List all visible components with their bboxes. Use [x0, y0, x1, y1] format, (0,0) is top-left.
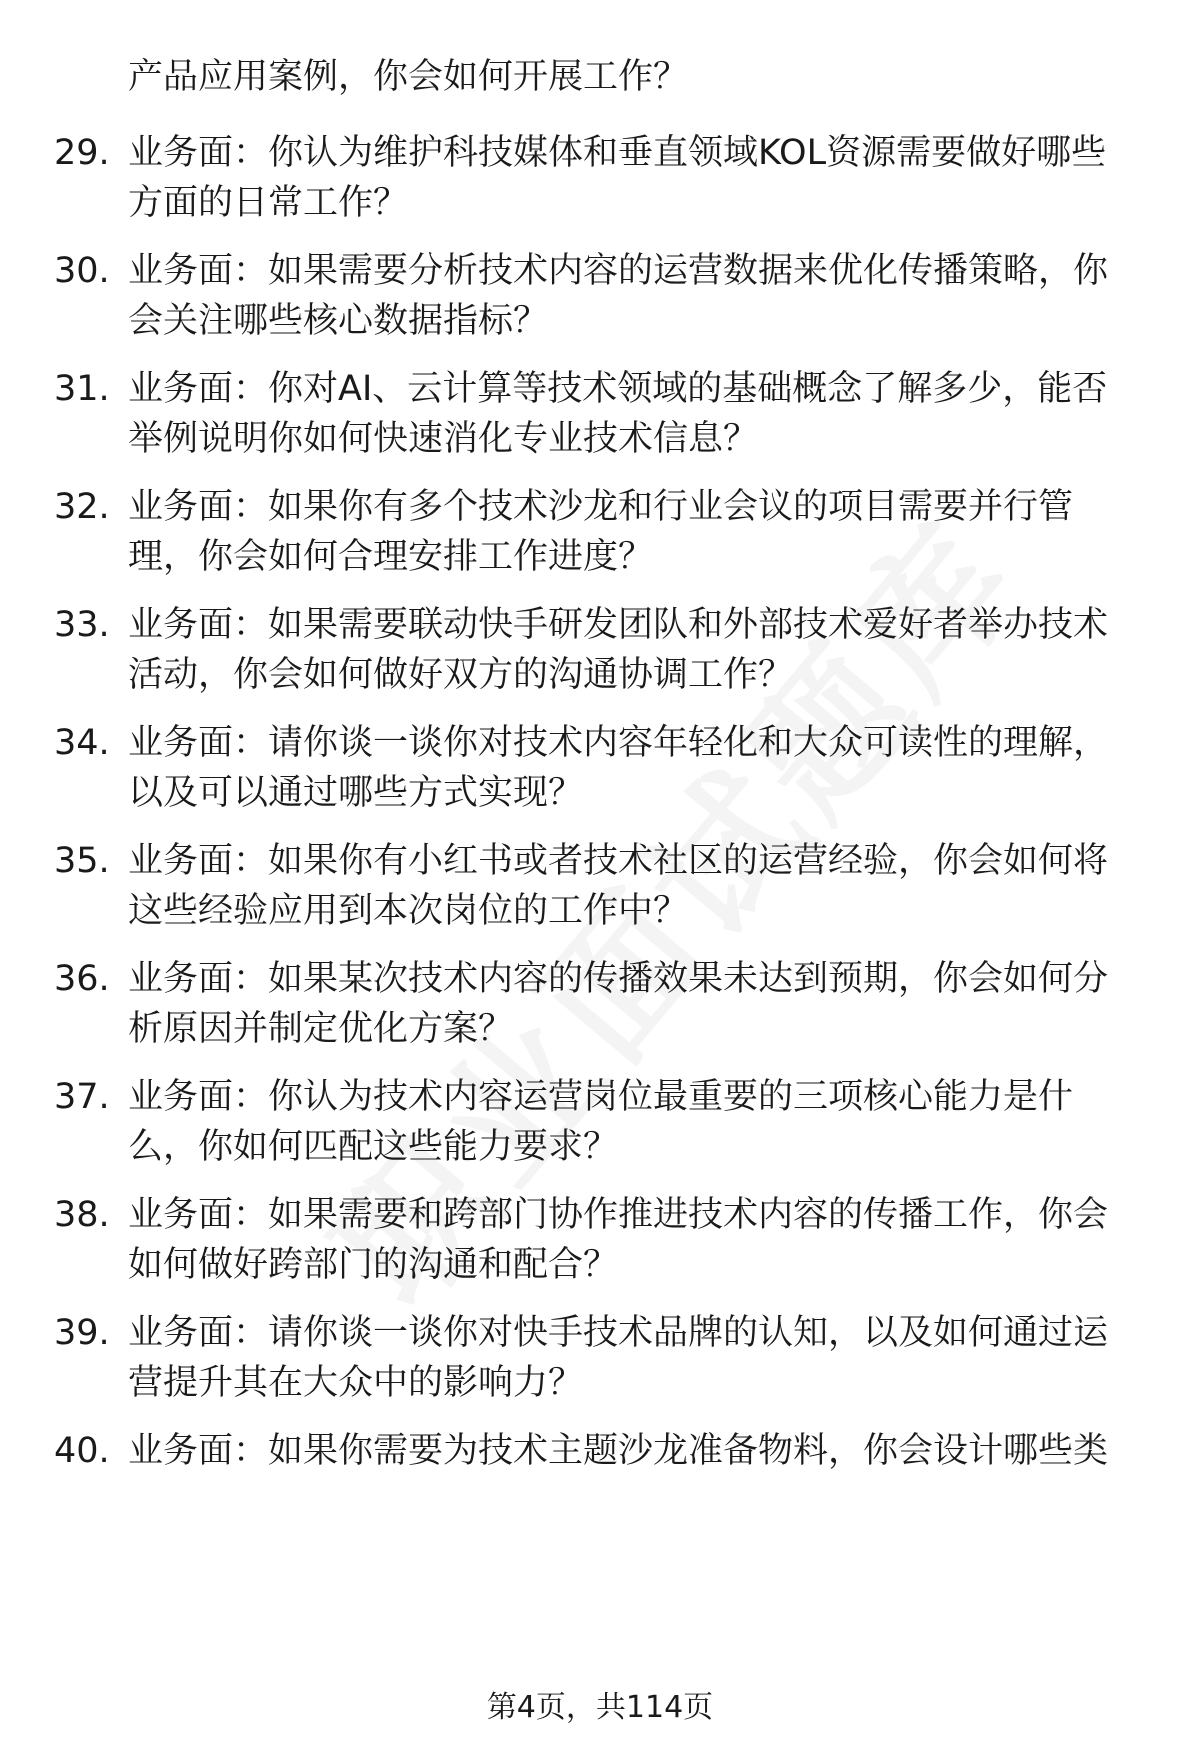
question-line: 业务面：你认为维护科技媒体和垂直领域KOL资源需要做好哪些 [128, 133, 1107, 173]
question-text [128, 954, 1138, 1054]
question-number: 38. [54, 1195, 110, 1235]
question-line: 活动，你会如何做好双方的沟通协调工作？ [128, 655, 794, 695]
question-text [128, 364, 1138, 464]
question-text [128, 718, 1138, 818]
question-number: 29. [54, 133, 110, 173]
question-number: 37. [54, 1077, 110, 1117]
question-line: 举例说明你如何快速消化专业技术信息？ [128, 419, 759, 459]
question-text [128, 1072, 1138, 1172]
question-line: 这些经验应用到本次岗位的工作中？ [128, 891, 689, 931]
question-line: 业务面：你对AI、云计算等技术领域的基础概念了解多少，能否 [128, 369, 1108, 409]
question-text [128, 128, 1138, 228]
question-number: 34. [54, 723, 110, 763]
question-line: 业务面：如果某次技术内容的传播效果未达到预期，你会如何分 [128, 959, 1109, 999]
question-line: 会关注哪些核心数据指标？ [128, 301, 549, 341]
question-text [128, 1308, 1138, 1408]
continuation-line: 产品应用案例，你会如何开展工作？ [128, 57, 689, 97]
question-text [128, 836, 1138, 936]
question-text [128, 246, 1138, 346]
question-number: 35. [54, 841, 110, 881]
question-line: 业务面：如果你有多个技术沙龙和行业会议的项目需要并行管 [128, 487, 1074, 527]
question-number: 40. [54, 1431, 110, 1471]
question-text [128, 482, 1138, 582]
question-line: 如何做好跨部门的沟通和配合？ [128, 1245, 619, 1285]
question-line: 业务面：如果你需要为技术主题沙龙准备物料，你会设计哪些类 [128, 1431, 1109, 1471]
question-line: 以及可以通过哪些方式实现？ [128, 773, 584, 813]
question-text [128, 600, 1138, 700]
question-line: 析原因并制定优化方案？ [128, 1009, 514, 1049]
question-line: 方面的日常工作？ [128, 183, 409, 223]
question-text [128, 1426, 1138, 1476]
question-line: 业务面：如果需要分析技术内容的运营数据来优化传播策略，你 [128, 251, 1109, 291]
continuation-text [128, 52, 1138, 102]
page-footer: 第4页，共114页 [486, 1690, 714, 1725]
question-line: 业务面：请你谈一谈你对快手技术品牌的认知，以及如何通过运 [128, 1313, 1109, 1353]
question-number: 33. [54, 605, 110, 645]
question-number: 31. [54, 369, 110, 409]
question-number: 32. [54, 487, 110, 527]
question-line: 业务面：如果你有小红书或者技术社区的运营经验，你会如何将 [128, 841, 1109, 881]
question-line: 业务面：如果需要和跨部门协作推进技术内容的传播工作，你会 [128, 1195, 1109, 1235]
question-line: 营提升其在大众中的影响力？ [128, 1363, 584, 1403]
question-line: 业务面：你认为技术内容运营岗位最重要的三项核心能力是什 [128, 1077, 1074, 1117]
question-line: 业务面：请你谈一谈你对技术内容年轻化和大众可读性的理解， [128, 723, 1109, 763]
question-number: 30. [54, 251, 110, 291]
question-text [128, 1190, 1138, 1290]
question-line: 理，你会如何合理安排工作进度？ [128, 537, 654, 577]
question-line: 业务面：如果需要联动快手研发团队和外部技术爱好者举办技术 [128, 605, 1109, 645]
question-number: 39. [54, 1313, 110, 1353]
question-line: 么，你如何匹配这些能力要求？ [128, 1127, 619, 1167]
question-number: 36. [54, 959, 110, 999]
